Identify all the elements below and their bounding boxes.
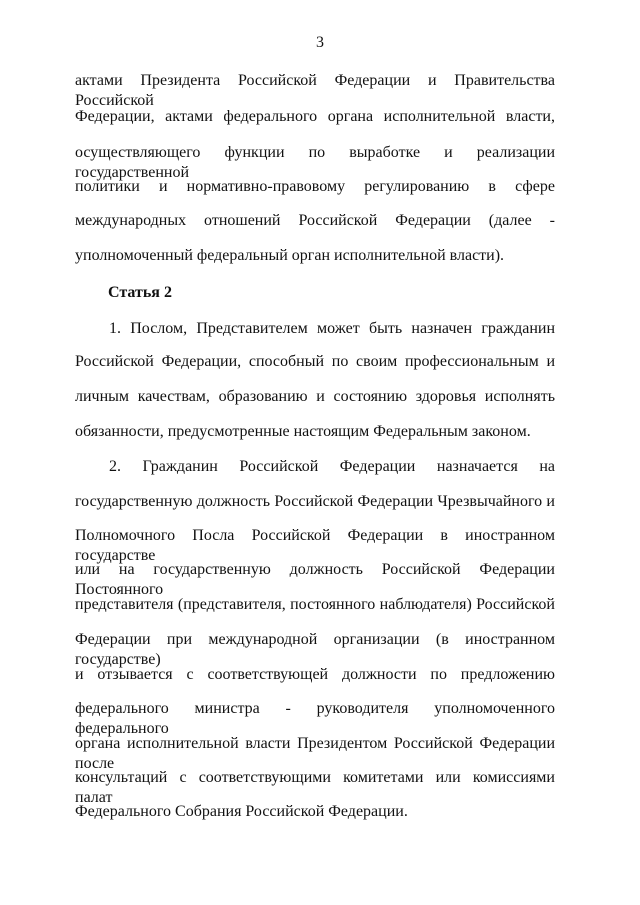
paragraph-line: Федерального Собрания Российской Федерации.	[75, 803, 408, 820]
text-line: международных отношений Российской Федерации (далее -	[75, 212, 555, 229]
paragraph-line: или на государственную должность Российской Федерации Постоянного	[75, 561, 555, 598]
paragraph-line: и отзывается с соответствующей должности по предложению	[75, 666, 555, 683]
paragraph-line: федерального министра - руководителя уполномоченного федерального	[75, 700, 555, 737]
page-number: 3	[316, 34, 324, 51]
text-line: осуществляющего функции по выработке и реализации государственной	[75, 144, 555, 181]
paragraph-line: обязанности, предусмотренные настоящим Федеральным законом.	[75, 423, 531, 440]
article-heading: Статья 2	[108, 284, 172, 301]
text-line: политики и нормативно-правовому регулированию в сфере	[75, 178, 555, 195]
paragraph-line: государственную должность Российской Федерации Чрезвычайного и	[75, 493, 555, 510]
paragraph-line: Российской Федерации, способный по своим профессиональным и	[75, 353, 555, 370]
paragraph-line: Полномочного Посла Российской Федерации в иностранном государстве	[75, 527, 555, 564]
text-line: уполномоченный федеральный орган исполнительной власти).	[75, 247, 505, 264]
text-line: актами Президента Российской Федерации и Правительства Российской	[75, 72, 555, 109]
paragraph-line: Федерации при международной организации (в иностранном государстве)	[75, 631, 555, 668]
paragraph-line: представителя (представителя, постоянного наблюдателя) Российской	[75, 596, 555, 613]
paragraph-line: 1. Послом, Представителем может быть назначен гражданин	[109, 320, 555, 337]
paragraph-line: 2. Гражданин Российской Федерации назначается на	[109, 458, 555, 475]
paragraph-line: личным качествам, образованию и состоянию здоровья исполнять	[75, 388, 555, 405]
text-line: Федерации, актами федерального органа исполнительной власти,	[75, 108, 555, 125]
paragraph-line: органа исполнительной власти Президентом Российской Федерации после	[75, 735, 555, 772]
paragraph-line: консультаций с соответствующими комитетами или комиссиями палат	[75, 769, 555, 806]
